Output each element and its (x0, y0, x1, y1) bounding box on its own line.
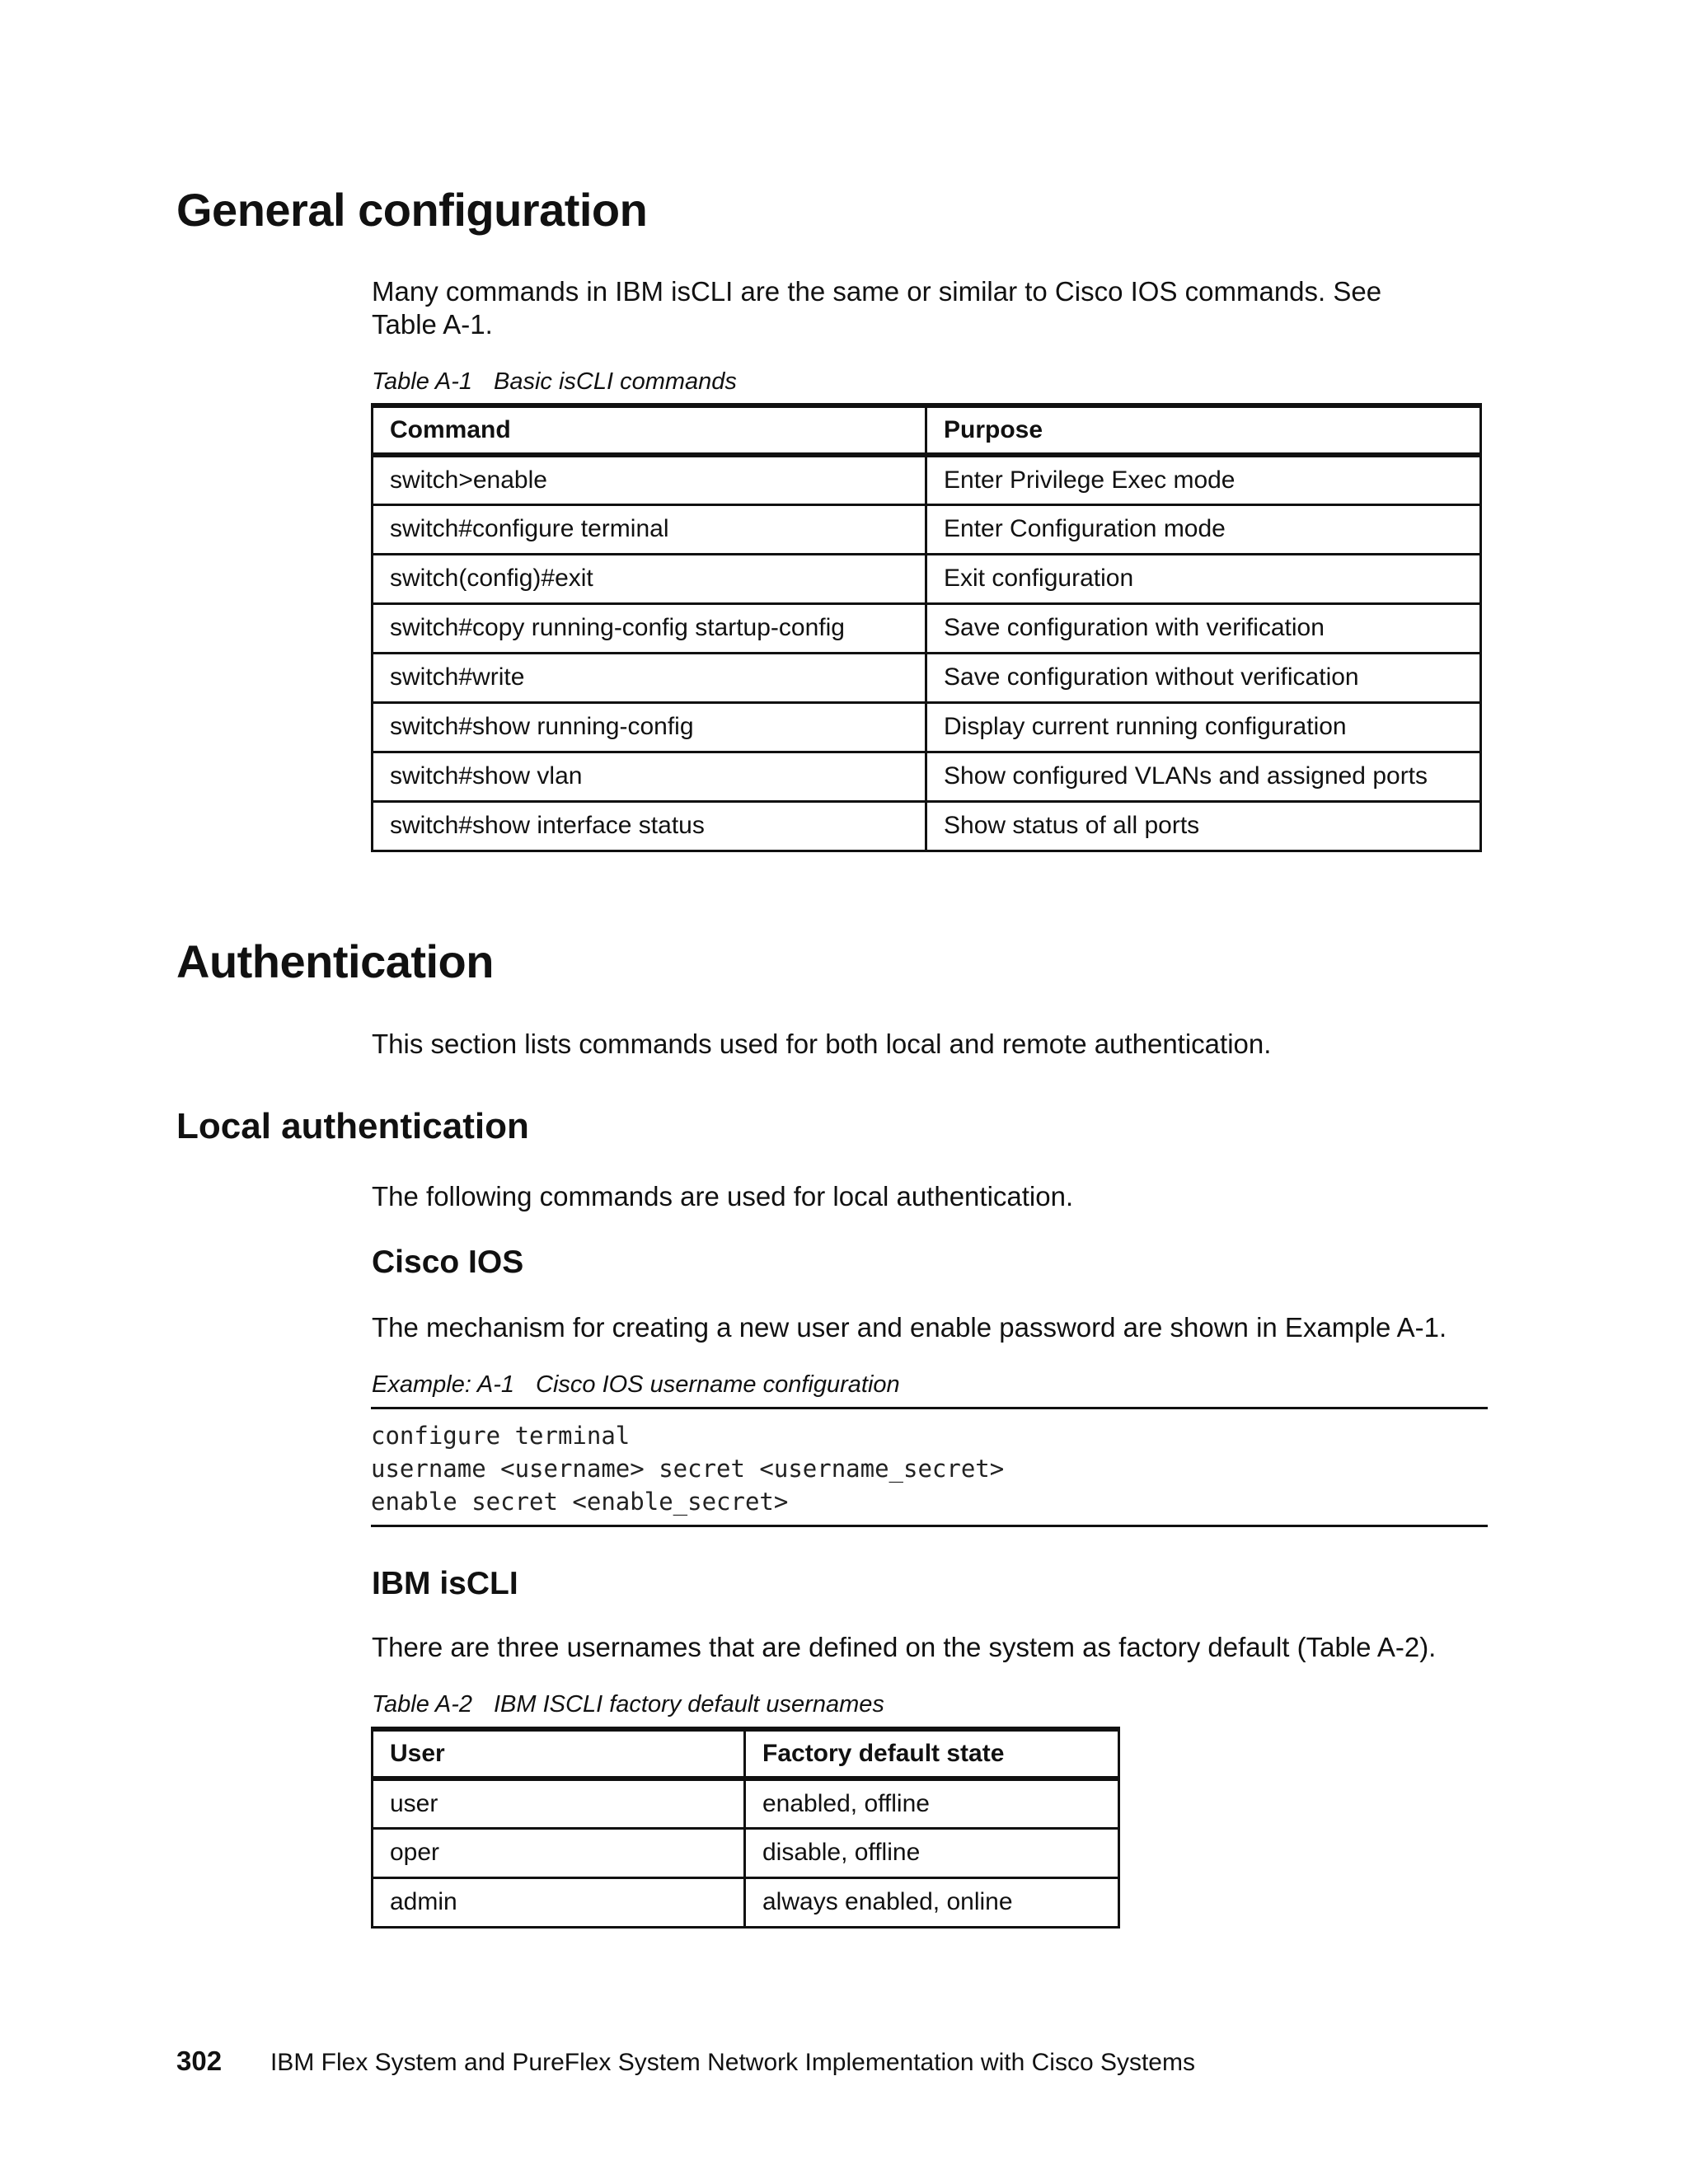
table-cell: switch#show vlan (373, 752, 926, 801)
table-row (373, 801, 1481, 851)
table-a2-caption (372, 1691, 884, 1718)
heading-ibm-iscli: IBM isCLI (372, 1566, 518, 1601)
table-cell: switch#copy running-config startup-config (373, 603, 926, 653)
table-cell: disable, offline (745, 1828, 1119, 1877)
table-header-cell: Command (373, 405, 926, 455)
table-row (373, 504, 1481, 554)
page-number: 302 (176, 2046, 223, 2076)
table-cell: admin (373, 1877, 745, 1927)
example-a1-caption-title: Cisco IOS username configuration (536, 1371, 900, 1398)
table-a1-caption (372, 368, 737, 396)
table-row (373, 455, 1481, 504)
local-authentication-intro: The following commands are used for local authentication. (372, 1181, 1074, 1212)
heading-cisco-ios: Cisco IOS (372, 1244, 524, 1280)
heading-authentication: Authentication (176, 935, 494, 987)
book-title: IBM Flex System and PureFlex System Network Implementation with Cisco Systems (270, 2049, 1195, 2076)
table-a2-caption-label: Table A-2 (372, 1691, 472, 1718)
general-intro-line-1: Many commands in IBM isCLI are the same or similar to Cisco IOS commands. See (372, 276, 1382, 307)
table-cell: user (373, 1779, 745, 1828)
table-row (373, 603, 1481, 653)
table-a1-caption-title: Basic isCLI commands (494, 368, 737, 395)
table-row (373, 653, 1481, 702)
table-cell: Enter Privilege Exec mode (926, 455, 1481, 504)
table-a1 (371, 403, 1482, 852)
table-cell: Show configured VLANs and assigned ports (926, 752, 1481, 801)
general-intro (372, 275, 1526, 341)
table-cell: always enabled, online (745, 1877, 1119, 1927)
table-cell: Save configuration without verification (926, 653, 1481, 702)
table-cell: switch#show running-config (373, 702, 926, 752)
table-a2-caption-title: IBM ISCLI factory default usernames (494, 1691, 884, 1718)
table-cell: Enter Configuration mode (926, 504, 1481, 554)
table-cell: oper (373, 1828, 745, 1877)
cisco-ios-intro: The mechanism for creating a new user and enable password are shown in Example A-1. (372, 1312, 1447, 1343)
table-header-cell: User (373, 1729, 745, 1779)
table-row (373, 554, 1481, 603)
table-row (373, 752, 1481, 801)
table-a2 (371, 1727, 1120, 1929)
table-header-row (373, 405, 1481, 455)
table-cell: enabled, offline (745, 1779, 1119, 1828)
table-header-cell: Factory default state (745, 1729, 1119, 1779)
table-cell: switch>enable (373, 455, 926, 504)
table-a1-caption-label: Table A-1 (372, 368, 472, 395)
example-a1-caption (372, 1371, 900, 1399)
table-cell: switch(config)#exit (373, 554, 926, 603)
authentication-intro: This section lists commands used for both local and remote authentication. (372, 1029, 1272, 1059)
code-line: configure terminal (371, 1422, 631, 1450)
table-header-cell: Purpose (926, 405, 1481, 455)
table-cell: Exit configuration (926, 554, 1481, 603)
heading-local-authentication: Local authentication (176, 1106, 529, 1146)
ibm-iscli-intro: There are three usernames that are defined on the system as factory default (Table A-2). (372, 1632, 1437, 1662)
example-a1-caption-label: Example: A-1 (372, 1371, 514, 1398)
table-cell: switch#show interface status (373, 801, 926, 851)
table-cell: Display current running configuration (926, 702, 1481, 752)
code-example-a1 (371, 1407, 1488, 1527)
table-header-row (373, 1729, 1119, 1779)
table-row (373, 1779, 1119, 1828)
table-cell: Save configuration with verification (926, 603, 1481, 653)
code-line: username <username> secret <username_secret> (371, 1455, 1005, 1483)
table-cell: switch#write (373, 653, 926, 702)
code-line: enable secret <enable_secret> (371, 1488, 789, 1516)
table-cell: Show status of all ports (926, 801, 1481, 851)
page-footer (176, 2046, 1195, 2077)
table-row (373, 1828, 1119, 1877)
general-intro-line-2: Table A-1. (372, 309, 493, 340)
table-row (373, 702, 1481, 752)
heading-general-configuration: General configuration (176, 184, 648, 236)
table-row (373, 1877, 1119, 1927)
table-cell: switch#configure terminal (373, 504, 926, 554)
